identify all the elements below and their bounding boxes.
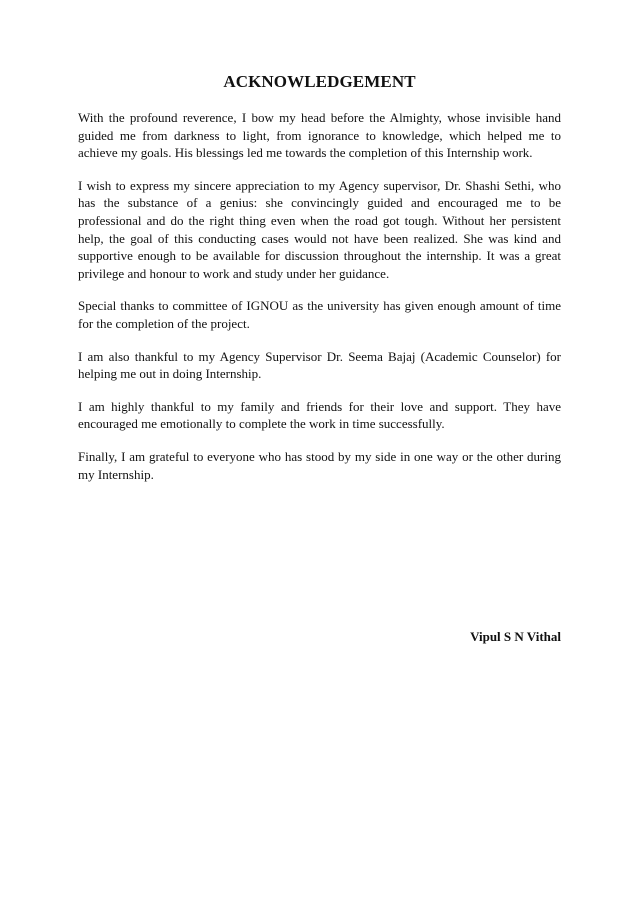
paragraph-academic-counselor: I am also thankful to my Agency Supervisor Dr. Seema Bajaj (Academic Counselor) for helping me out in doing Internship. <box>78 348 561 382</box>
paragraph-family-friends: I am highly thankful to my family and friends for their love and support. They have encouraged me emotionally to complete the work in time successfully. <box>78 398 561 432</box>
paragraph-closing: Finally, I am grateful to everyone who has stood by my side in one way or the other during my Internship. <box>78 448 561 482</box>
author-signature: Vipul S N Vithal <box>470 629 561 644</box>
acknowledgement-body <box>78 109 561 483</box>
paragraph-reverence: With the profound reverence, I bow my head before the Almighty, whose invisible hand guided me from darkness to light, from ignorance to knowledge, which helped me to achieve my goals. His blessings led me towards the completion of this Internship work. <box>78 110 561 161</box>
paragraph-agency-supervisor: I wish to express my sincere appreciation to my Agency supervisor, Dr. Shashi Sethi, who has the substance of a genius: she convincingly guided and encouraged me to be professional and do the right thing even when the road got tough. Without her persistent help, the goal of this conducting cases would not have been realized. She was kind and supportive enough to be available for discussion throughout the internship. It was a great privilege and honour to work and study under her guidance. <box>78 177 561 281</box>
paragraph-ignou-committee: Special thanks to committee of IGNOU as the university has given enough amount of time for the completion of the project. <box>78 298 561 331</box>
page-title: ACKNOWLEDGEMENT <box>223 72 416 91</box>
